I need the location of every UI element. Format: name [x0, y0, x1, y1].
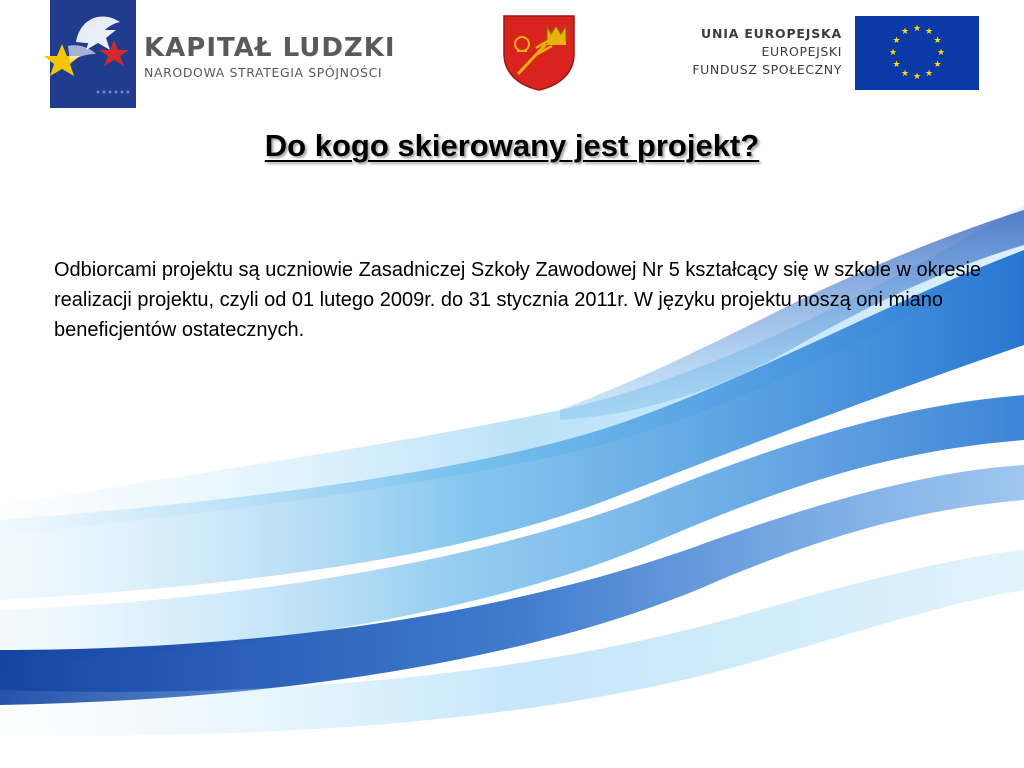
- eu-fund-line2: FUNDUSZ SPOŁECZNY: [692, 62, 842, 77]
- kapital-ludzki-subtitle: NARODOWA STRATEGIA SPÓJNOŚCI: [144, 65, 383, 80]
- svg-text:★: ★: [892, 36, 901, 46]
- svg-text:★: ★: [933, 36, 942, 46]
- slide-title: Do kogo skierowany jest projekt?: [264, 128, 760, 163]
- slide-body-text: Odbiorcami projektu są uczniowie Zasadniczej Szkoły Zawodowej Nr 5 kształcący się w szkole w okresie realizacji projektu, czyli od 01 lutego 2009r. do 31 stycznia 2011r. W języku projektu noszą oni miano beneficjentów ostatecznych.: [54, 259, 982, 341]
- svg-text:★: ★: [912, 72, 922, 82]
- svg-text:★: ★: [888, 48, 898, 58]
- coat-of-arms-icon: [500, 14, 578, 92]
- header: [0, 0, 1024, 112]
- svg-text:★: ★: [924, 27, 934, 37]
- slide-title-wrap: [0, 128, 1024, 164]
- svg-text:★: ★: [900, 69, 910, 79]
- eu-flag-icon: [855, 16, 979, 90]
- eu-name: UNIA EUROPEJSKA: [701, 26, 842, 41]
- svg-text:★: ★: [892, 60, 901, 70]
- svg-text:★: ★: [936, 48, 946, 58]
- svg-text:★: ★: [912, 24, 922, 34]
- svg-text:★: ★: [900, 27, 910, 37]
- eu-fund-line1: EUROPEJSKI: [761, 44, 842, 59]
- svg-text:★: ★: [933, 60, 942, 70]
- svg-text:★: ★: [924, 69, 934, 79]
- kapital-ludzki-title: KAPITAŁ LUDZKI: [144, 33, 396, 63]
- eu-text: [692, 25, 842, 79]
- kapital-ludzki-logo-icon: [36, 0, 140, 108]
- kapital-ludzki-text: [144, 34, 396, 80]
